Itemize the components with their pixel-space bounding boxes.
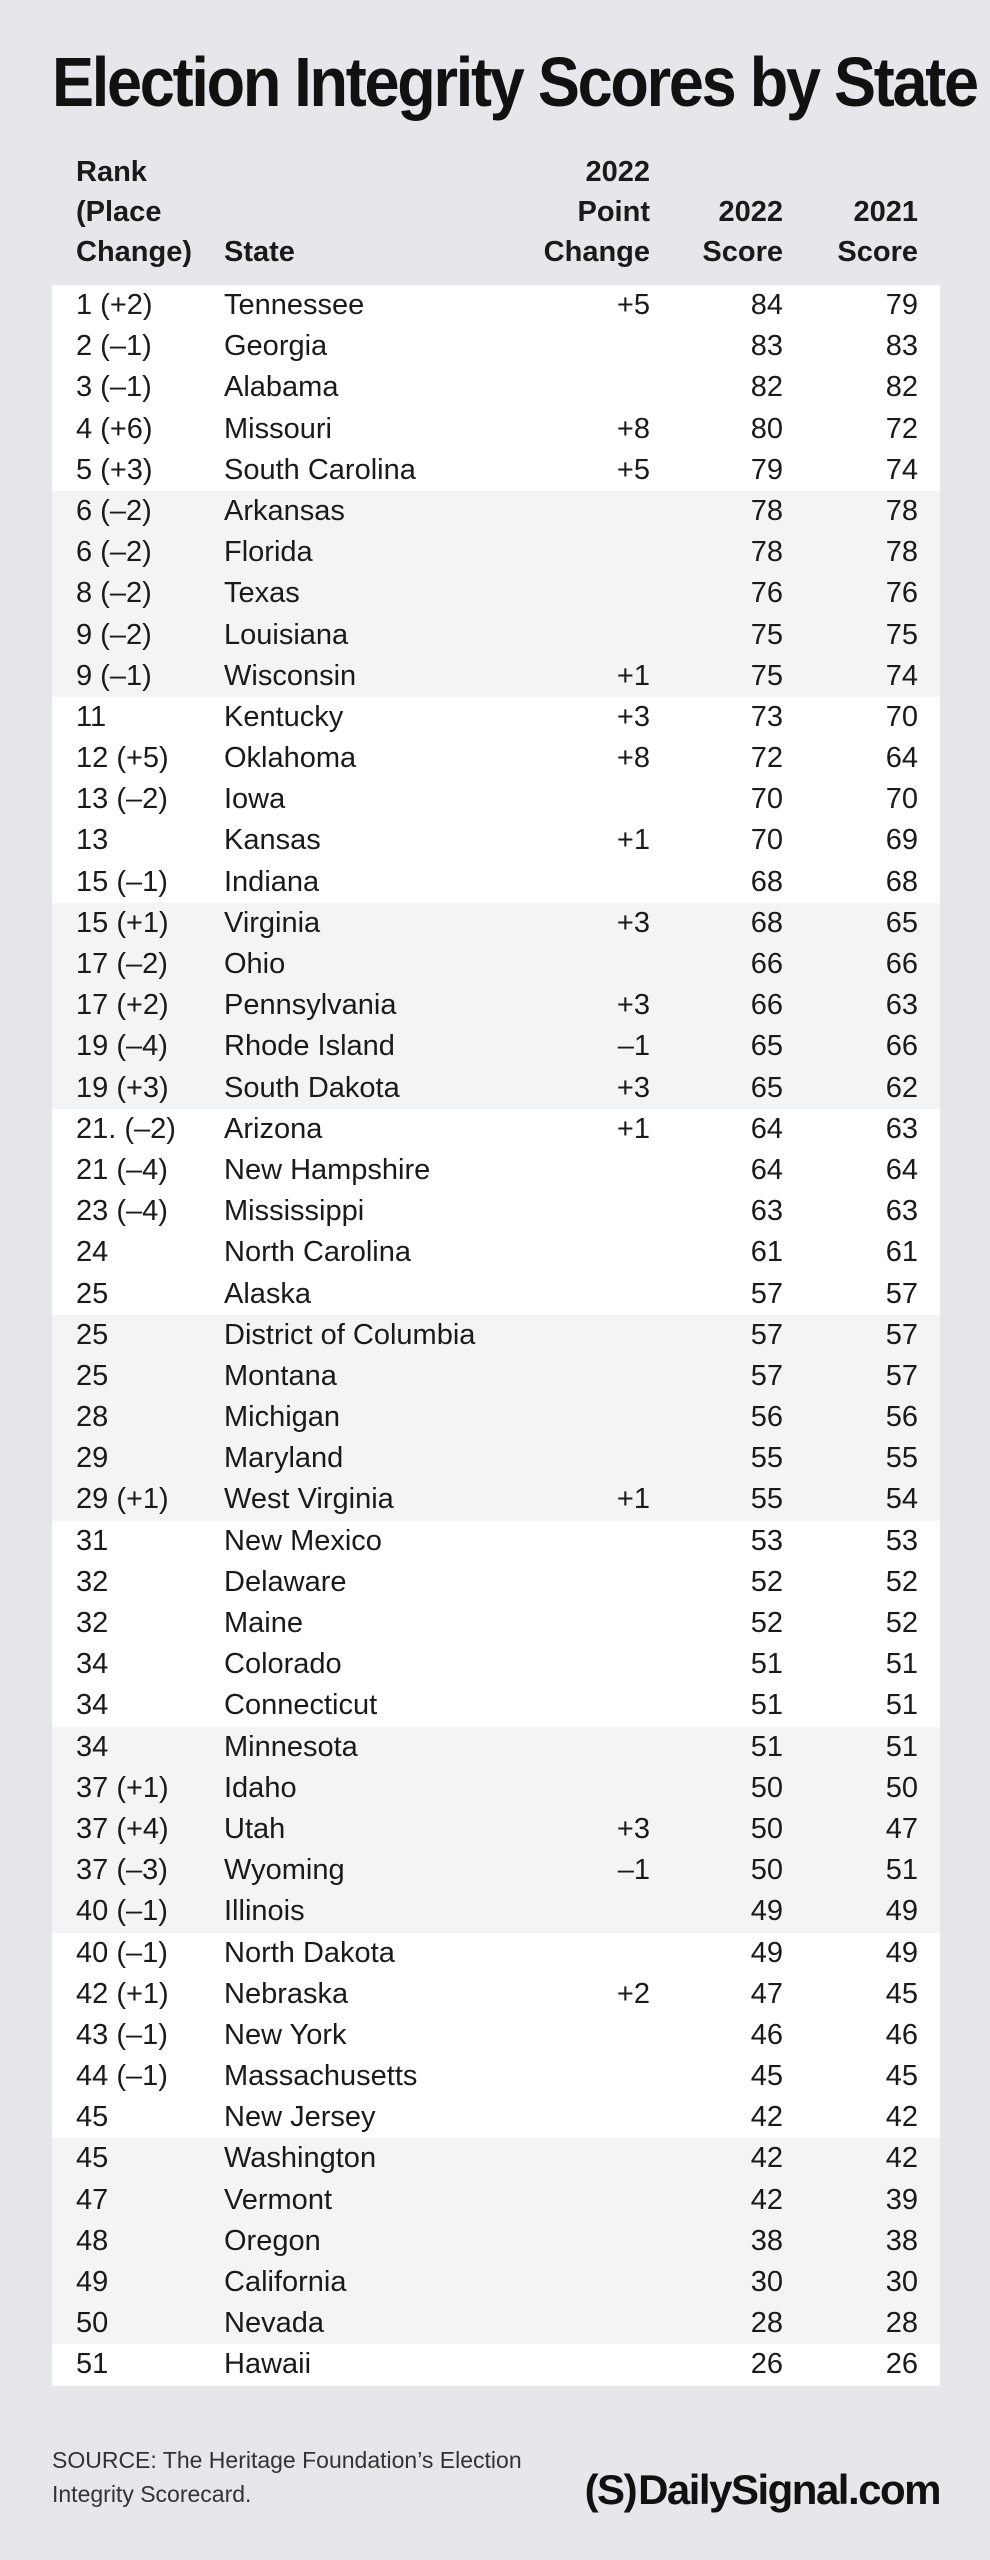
rank-cell: 45	[76, 2101, 109, 2134]
state-cell: Idaho	[224, 1771, 297, 1804]
state-cell: Rhode Island	[224, 1030, 395, 1063]
state-cell: Nevada	[224, 2307, 324, 2340]
state-cell: Maryland	[224, 1442, 344, 1475]
score-2021-cell: 74	[885, 659, 918, 692]
table-row	[52, 573, 940, 614]
state-cell: Mississippi	[224, 1195, 365, 1228]
state-cell: Florida	[224, 536, 313, 569]
score-2022-cell: 76	[750, 577, 783, 610]
state-cell: Montana	[224, 1359, 337, 1392]
table-row	[52, 2303, 940, 2344]
table-row	[52, 1109, 940, 1150]
rank-cell: 28	[76, 1401, 109, 1434]
score-2021-cell: 51	[885, 1730, 918, 1763]
table-row	[52, 491, 940, 532]
state-cell: Utah	[224, 1812, 286, 1845]
point-change-cell: +2	[616, 1977, 650, 2010]
score-2022-cell: 75	[750, 659, 783, 692]
table-row	[52, 779, 940, 820]
score-2021-cell: 61	[885, 1236, 918, 1269]
score-2021-cell: 52	[885, 1607, 918, 1639]
score-2021-cell: 75	[885, 618, 918, 651]
state-cell: West Virginia	[224, 1483, 394, 1516]
score-2022-cell: 82	[750, 371, 783, 404]
score-2022-cell: 83	[750, 330, 783, 363]
table-row	[52, 2221, 940, 2262]
state-cell: Maine	[224, 1607, 303, 1639]
daily-signal-logo	[585, 2466, 940, 2514]
table-row	[52, 697, 940, 738]
table-row	[52, 1232, 940, 1273]
score-2022-cell: 75	[750, 618, 783, 651]
table-header	[52, 156, 940, 272]
column-header-rank: Rank (Place Change)	[76, 156, 192, 268]
rank-cell: 29	[76, 1442, 109, 1475]
table-row	[52, 2138, 940, 2179]
state-cell: Pennsylvania	[224, 989, 397, 1022]
state-cell: Hawaii	[224, 2348, 312, 2381]
state-cell: Arkansas	[224, 494, 345, 527]
score-2022-cell: 66	[750, 948, 783, 980]
state-cell: Virginia	[224, 906, 321, 939]
point-change-cell: +3	[616, 1812, 650, 1845]
table-row	[52, 903, 940, 944]
score-2021-cell: 83	[885, 330, 918, 363]
column-header-2022-score: 2022 Score	[702, 196, 783, 268]
score-2021-cell: 66	[885, 1030, 918, 1063]
score-2021-cell: 51	[885, 1689, 918, 1722]
score-2022-cell: 50	[750, 1854, 783, 1887]
score-2022-cell: 64	[750, 1153, 783, 1186]
table-row	[52, 738, 940, 779]
state-cell: Iowa	[224, 783, 286, 816]
score-2021-cell: 57	[885, 1318, 918, 1351]
rank-cell: 32	[76, 1565, 109, 1598]
state-cell: South Dakota	[224, 1071, 400, 1104]
table-row	[52, 326, 940, 367]
score-2021-cell: 46	[885, 2018, 918, 2051]
score-2021-cell: 63	[885, 989, 918, 1022]
score-2021-cell: 68	[885, 865, 918, 898]
score-2021-cell: 51	[885, 1854, 918, 1887]
point-change-cell: –1	[617, 1854, 650, 1887]
rank-cell: 6 (–2)	[76, 494, 152, 527]
score-2021-cell: 65	[885, 906, 918, 939]
score-2022-cell: 78	[750, 494, 783, 527]
point-change-cell: +5	[616, 289, 650, 321]
score-2021-cell: 49	[885, 1895, 918, 1928]
table-row	[52, 409, 940, 450]
rank-cell: 25	[76, 1277, 109, 1310]
page-title: Election Integrity Scores by State	[52, 43, 977, 121]
table-row	[52, 367, 940, 408]
rank-cell: 15 (–1)	[76, 865, 168, 898]
score-2022-cell: 57	[750, 1277, 783, 1310]
table-row	[52, 2015, 940, 2056]
rank-cell: 42 (+1)	[76, 1977, 169, 2010]
point-change-cell: +5	[616, 453, 650, 486]
rank-cell: 9 (–1)	[76, 659, 152, 692]
table-row	[52, 1685, 940, 1726]
score-2021-cell: 54	[885, 1483, 918, 1516]
rank-cell: 5 (+3)	[76, 453, 153, 486]
table-row	[52, 1397, 940, 1438]
score-2022-cell: 70	[750, 824, 783, 857]
table-row	[52, 450, 940, 491]
score-2022-cell: 57	[750, 1318, 783, 1351]
state-cell: New Jersey	[224, 2101, 376, 2134]
score-2021-cell: 57	[885, 1277, 918, 1310]
score-2022-cell: 57	[750, 1359, 783, 1392]
logo-mark: (S)	[584, 2466, 637, 2513]
score-2022-cell: 65	[750, 1030, 783, 1063]
state-cell: Georgia	[224, 330, 328, 363]
score-2022-cell: 68	[750, 906, 783, 939]
point-change-cell: +8	[616, 412, 650, 445]
state-cell: Washington	[224, 2142, 377, 2175]
table-row	[52, 1603, 940, 1644]
table-row	[52, 862, 940, 903]
state-cell: Tennessee	[224, 289, 365, 321]
rank-cell: 34	[76, 1648, 109, 1681]
rank-cell: 50	[76, 2307, 109, 2340]
state-cell: New Hampshire	[224, 1153, 431, 1186]
score-2021-cell: 63	[885, 1112, 918, 1145]
score-2021-cell: 52	[885, 1565, 918, 1598]
score-2021-cell: 49	[885, 1936, 918, 1969]
table-row	[52, 1727, 940, 1768]
score-2021-cell: 63	[885, 1195, 918, 1228]
state-cell: Vermont	[224, 2183, 332, 2216]
score-2021-cell: 62	[885, 1071, 918, 1104]
score-2021-cell: 74	[885, 453, 918, 486]
rank-cell: 17 (+2)	[76, 989, 169, 1022]
score-2021-cell: 55	[885, 1442, 918, 1475]
table-row	[52, 2056, 940, 2097]
state-cell: New York	[224, 2018, 347, 2051]
score-2022-cell: 79	[750, 453, 783, 486]
score-2021-cell: 28	[885, 2307, 918, 2340]
rank-cell: 31	[76, 1524, 109, 1557]
rank-cell: 19 (+3)	[76, 1071, 169, 1104]
score-2021-cell: 70	[885, 783, 918, 816]
rank-cell: 25	[76, 1318, 109, 1351]
score-2022-cell: 42	[750, 2101, 783, 2134]
table-row	[52, 1438, 940, 1479]
state-cell: Delaware	[224, 1565, 347, 1598]
rank-cell: 45	[76, 2142, 109, 2175]
table-row	[52, 1356, 940, 1397]
table-row	[52, 2180, 940, 2221]
score-2022-cell: 65	[750, 1071, 783, 1104]
point-change-cell: +3	[616, 1071, 650, 1104]
rank-cell: 37 (+4)	[76, 1812, 169, 1845]
rank-cell: 2 (–1)	[76, 330, 152, 363]
score-2021-cell: 42	[885, 2142, 918, 2175]
state-cell: Colorado	[224, 1648, 342, 1681]
state-cell: Minnesota	[224, 1730, 358, 1763]
rank-cell: 49	[76, 2266, 109, 2298]
score-2022-cell: 84	[750, 289, 783, 321]
column-header-state: State	[224, 236, 295, 268]
score-2022-cell: 50	[750, 1812, 783, 1845]
rank-cell: 9 (–2)	[76, 618, 152, 651]
score-2022-cell: 47	[750, 1977, 783, 2010]
rank-cell: 29 (+1)	[76, 1483, 169, 1516]
table-row	[52, 1479, 940, 1520]
state-cell: Nebraska	[224, 1977, 349, 2010]
table-row	[52, 1809, 940, 1850]
rank-cell: 3 (–1)	[76, 371, 152, 404]
score-2022-cell: 51	[750, 1689, 783, 1722]
table-row	[52, 1521, 940, 1562]
table-row	[52, 1191, 940, 1232]
score-2021-cell: 76	[885, 577, 918, 610]
score-2021-cell: 57	[885, 1359, 918, 1392]
table-row	[52, 1850, 940, 1891]
state-cell: North Carolina	[224, 1236, 411, 1269]
rank-cell: 12 (+5)	[76, 742, 169, 775]
score-2022-cell: 38	[750, 2224, 783, 2257]
score-2022-cell: 53	[750, 1524, 783, 1557]
table-row	[52, 1026, 940, 1067]
state-cell: Arizona	[224, 1112, 323, 1145]
rank-cell: 13	[76, 824, 109, 857]
state-cell: Wyoming	[224, 1854, 345, 1887]
score-2021-cell: 82	[885, 371, 918, 404]
table-row	[52, 1933, 940, 1974]
rank-cell: 17 (–2)	[76, 948, 168, 980]
table-row	[52, 2344, 940, 2385]
rank-cell: 47	[76, 2183, 109, 2216]
score-2021-cell: 42	[885, 2101, 918, 2134]
score-2021-cell: 78	[885, 536, 918, 569]
column-header-point-change: 2022 Point Change	[543, 156, 650, 268]
state-cell: South Carolina	[224, 453, 416, 486]
score-2022-cell: 42	[750, 2183, 783, 2216]
state-cell: Louisiana	[224, 618, 349, 651]
rank-cell: 15 (+1)	[76, 906, 169, 939]
state-cell: Kansas	[224, 824, 321, 857]
table-row	[52, 1644, 940, 1685]
state-cell: Oregon	[224, 2224, 321, 2257]
score-2021-cell: 70	[885, 700, 918, 733]
rank-cell: 37 (–3)	[76, 1854, 168, 1887]
point-change-cell: +1	[616, 824, 650, 857]
point-change-cell: +8	[616, 742, 650, 775]
score-2022-cell: 61	[750, 1236, 783, 1269]
score-2021-cell: 64	[885, 742, 918, 775]
score-2021-cell: 69	[885, 824, 918, 857]
state-cell: California	[224, 2266, 347, 2298]
score-2022-cell: 49	[750, 1895, 783, 1928]
score-2021-cell: 72	[885, 412, 918, 445]
state-cell: Indiana	[224, 865, 320, 898]
rank-cell: 25	[76, 1359, 109, 1392]
table-row	[52, 285, 940, 326]
rank-cell: 34	[76, 1730, 109, 1763]
state-cell: District of Columbia	[224, 1318, 476, 1351]
score-2021-cell: 78	[885, 494, 918, 527]
score-2022-cell: 50	[750, 1771, 783, 1804]
table-row	[52, 1891, 940, 1932]
point-change-cell: +3	[616, 989, 650, 1022]
point-change-cell: +3	[616, 906, 650, 939]
score-2021-cell: 66	[885, 948, 918, 980]
score-2022-cell: 28	[750, 2307, 783, 2340]
score-2022-cell: 55	[750, 1442, 783, 1475]
score-2022-cell: 55	[750, 1483, 783, 1516]
rank-cell: 1 (+2)	[76, 289, 153, 321]
score-2022-cell: 49	[750, 1936, 783, 1969]
score-2022-cell: 52	[750, 1565, 783, 1598]
table-row	[52, 656, 940, 697]
rank-cell: 13 (–2)	[76, 783, 168, 816]
state-cell: Connecticut	[224, 1689, 378, 1722]
score-2021-cell: 47	[885, 1812, 918, 1845]
state-cell: Alabama	[224, 371, 339, 404]
score-2021-cell: 26	[885, 2348, 918, 2381]
score-2021-cell: 38	[885, 2224, 918, 2257]
score-2021-cell: 53	[885, 1524, 918, 1557]
score-2022-cell: 46	[750, 2018, 783, 2051]
score-2021-cell: 64	[885, 1153, 918, 1186]
rank-cell: 48	[76, 2224, 109, 2257]
rank-cell: 40 (–1)	[76, 1936, 168, 1969]
score-2022-cell: 80	[750, 412, 783, 445]
state-cell: Kentucky	[224, 700, 344, 733]
state-cell: Texas	[224, 577, 300, 610]
table-row	[52, 944, 940, 985]
rank-cell: 32	[76, 1607, 109, 1639]
rank-cell: 23 (–4)	[76, 1195, 168, 1228]
state-cell: Massachusetts	[224, 2060, 418, 2093]
rank-cell: 21 (–4)	[76, 1153, 168, 1186]
score-2022-cell: 78	[750, 536, 783, 569]
score-2022-cell: 64	[750, 1112, 783, 1145]
point-change-cell: +1	[616, 1112, 650, 1145]
score-2022-cell: 72	[750, 742, 783, 775]
state-cell: Alaska	[224, 1277, 312, 1310]
score-2021-cell: 30	[885, 2266, 918, 2298]
rank-cell: 40 (–1)	[76, 1895, 168, 1928]
score-2022-cell: 51	[750, 1730, 783, 1763]
scores-table	[52, 285, 940, 2386]
score-2021-cell: 45	[885, 1977, 918, 2010]
table-row	[52, 1974, 940, 2015]
table-row	[52, 615, 940, 656]
rank-cell: 24	[76, 1236, 109, 1269]
score-2022-cell: 66	[750, 989, 783, 1022]
score-2022-cell: 51	[750, 1648, 783, 1681]
rank-cell: 44 (–1)	[76, 2060, 168, 2093]
table-row	[52, 1768, 940, 1809]
table-row	[52, 1150, 940, 1191]
state-cell: New Mexico	[224, 1524, 382, 1557]
score-2022-cell: 73	[750, 700, 783, 733]
rank-cell: 6 (–2)	[76, 536, 152, 569]
table-row	[52, 1562, 940, 1603]
score-2021-cell: 39	[885, 2183, 918, 2216]
score-2021-cell: 51	[885, 1648, 918, 1681]
state-cell: Ohio	[224, 948, 286, 980]
table-row	[52, 820, 940, 861]
score-2021-cell: 56	[885, 1401, 918, 1434]
rank-cell: 51	[76, 2348, 109, 2381]
score-2022-cell: 30	[750, 2266, 783, 2298]
score-2022-cell: 56	[750, 1401, 783, 1434]
point-change-cell: +1	[616, 659, 650, 692]
state-cell: North Dakota	[224, 1936, 395, 1969]
score-2021-cell: 45	[885, 2060, 918, 2093]
source-note: SOURCE: The Heritage Foundation’s Election Integrity Scorecard.	[52, 2447, 522, 2507]
rank-cell: 8 (–2)	[76, 577, 152, 610]
rank-cell: 21. (–2)	[76, 1112, 176, 1145]
table-row	[52, 985, 940, 1026]
table-row	[52, 2262, 940, 2303]
state-cell: Missouri	[224, 412, 332, 445]
rank-cell: 4 (+6)	[76, 412, 153, 445]
score-2022-cell: 45	[750, 2060, 783, 2093]
score-2022-cell: 63	[750, 1195, 783, 1228]
table-row	[52, 532, 940, 573]
rank-cell: 34	[76, 1689, 109, 1722]
point-change-cell: +1	[616, 1483, 650, 1516]
state-cell: Michigan	[224, 1401, 341, 1434]
table-row	[52, 1315, 940, 1356]
rank-cell: 11	[76, 700, 107, 733]
table-row	[52, 1068, 940, 1109]
score-2021-cell: 50	[885, 1771, 918, 1804]
score-2022-cell: 26	[750, 2348, 783, 2381]
rank-cell: 37 (+1)	[76, 1771, 169, 1804]
score-2021-cell: 79	[885, 289, 918, 321]
score-2022-cell: 52	[750, 1607, 783, 1639]
logo-text: DailySignal.com	[638, 2466, 940, 2513]
score-2022-cell: 70	[750, 783, 783, 816]
score-2022-cell: 42	[750, 2142, 783, 2175]
state-cell: Illinois	[224, 1895, 305, 1928]
point-change-cell: +3	[616, 700, 650, 733]
state-cell: Oklahoma	[224, 742, 357, 775]
rank-cell: 43 (–1)	[76, 2018, 168, 2051]
table-row	[52, 2097, 940, 2138]
state-cell: Wisconsin	[224, 659, 357, 692]
rank-cell: 19 (–4)	[76, 1030, 168, 1063]
column-header-2021-score: 2021 Score	[837, 196, 918, 268]
score-2022-cell: 68	[750, 865, 783, 898]
table-row	[52, 1274, 940, 1315]
point-change-cell: –1	[617, 1030, 650, 1063]
